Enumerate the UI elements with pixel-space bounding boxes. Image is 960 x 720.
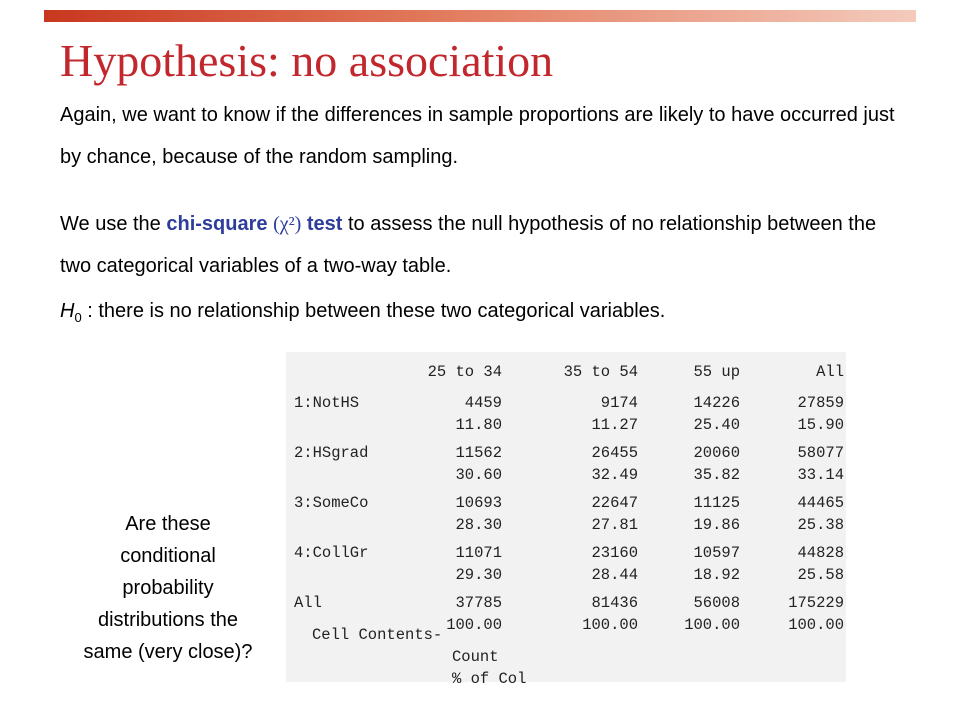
top-accent-bar xyxy=(44,10,916,22)
percent-cell: 33.14 xyxy=(797,466,844,484)
test-term: test xyxy=(306,213,343,235)
count-cell: 175229 xyxy=(788,594,844,612)
table-row-count xyxy=(294,492,844,514)
para2-post: to assess the null hypothesis of no relationship between the two categorical variables of a two-way table. xyxy=(60,213,877,277)
count-cell: 27859 xyxy=(797,394,844,412)
cell-contents-count: Count xyxy=(452,648,499,666)
row-label: 1:NotHS xyxy=(294,394,360,412)
intro-paragraph: Again, we want to know if the differences in sample proportions are likely to have occurred just by chance, because of the random sampling. xyxy=(60,104,895,168)
percent-cell: 28.30 xyxy=(455,516,502,534)
column-header: 25 to 34 xyxy=(427,363,502,381)
minitab-output xyxy=(286,352,846,688)
percent-cell: 15.90 xyxy=(797,416,844,434)
cell-contents-legend xyxy=(312,624,526,690)
table-header-row xyxy=(294,358,844,386)
table-row-percent xyxy=(294,414,844,436)
table-row-percent xyxy=(294,514,844,536)
percent-cell: 18.92 xyxy=(693,566,740,584)
row-label: 3:SomeCo xyxy=(294,494,369,512)
count-cell: 14226 xyxy=(693,394,740,412)
percent-cell: 11.80 xyxy=(455,416,502,434)
count-cell: 22647 xyxy=(591,494,638,512)
count-cell: 11562 xyxy=(455,444,502,462)
chi-square-symbol: (χ²) xyxy=(273,213,302,235)
count-cell: 10597 xyxy=(693,544,740,562)
count-cell: 9174 xyxy=(600,394,638,412)
count-cell: 11125 xyxy=(693,494,740,512)
chi-square-term: chi-square xyxy=(166,213,268,235)
null-hypothesis xyxy=(60,290,900,339)
count-cell: 37785 xyxy=(455,594,502,612)
table-row-count xyxy=(294,592,844,614)
two-way-table xyxy=(294,358,844,636)
count-cell: 20060 xyxy=(693,444,740,462)
column-header: 35 to 54 xyxy=(563,363,638,381)
percent-cell: 19.86 xyxy=(693,516,740,534)
percent-cell: 100.00 xyxy=(446,616,502,634)
percent-cell: 25.40 xyxy=(693,416,740,434)
para2-pre: We use the xyxy=(60,213,167,235)
cell-contents-title: Cell Contents- xyxy=(312,626,443,644)
table-row-count xyxy=(294,542,844,564)
count-cell: 58077 xyxy=(797,444,844,462)
percent-cell: 35.82 xyxy=(693,466,740,484)
hypothesis-text: : there is no relationship between these two categorical variables. xyxy=(81,300,666,322)
slide-title: Hypothesis: no association xyxy=(60,35,554,86)
count-cell: 44465 xyxy=(797,494,844,512)
corner-cell xyxy=(294,358,410,386)
percent-cell: 100.00 xyxy=(582,616,638,634)
percent-cell: 100.00 xyxy=(788,616,844,634)
count-cell: 23160 xyxy=(591,544,638,562)
side-question: Are these conditional probability distributions the same (very close)? xyxy=(83,513,253,663)
table-row-percent xyxy=(294,564,844,586)
count-cell: 11071 xyxy=(455,544,502,562)
column-header: 55 up xyxy=(693,363,740,381)
table-row-count xyxy=(294,442,844,464)
count-cell: 4459 xyxy=(464,394,502,412)
count-cell: 56008 xyxy=(693,594,740,612)
count-cell: 81436 xyxy=(591,594,638,612)
cell-contents-percent: % of Col xyxy=(452,670,527,688)
percent-cell: 27.81 xyxy=(591,516,638,534)
h0-symbol: $H_0$ xyxy=(60,300,82,325)
count-cell: 10693 xyxy=(455,494,502,512)
percent-cell: 28.44 xyxy=(591,566,638,584)
percent-cell: 25.58 xyxy=(797,566,844,584)
percent-cell: 29.30 xyxy=(455,566,502,584)
table-row-count xyxy=(294,392,844,414)
row-label: 2:HSgrad xyxy=(294,444,369,462)
count-cell: 26455 xyxy=(591,444,638,462)
row-label: All xyxy=(294,594,322,612)
percent-cell: 32.49 xyxy=(591,466,638,484)
chi-square-paragraph xyxy=(60,203,900,287)
percent-cell: 100.00 xyxy=(684,616,740,634)
count-cell: 44828 xyxy=(797,544,844,562)
table-row-percent xyxy=(294,464,844,486)
percent-cell: 11.27 xyxy=(591,416,638,434)
row-label: 4:CollGr xyxy=(294,544,369,562)
percent-cell: 25.38 xyxy=(797,516,844,534)
percent-cell: 30.60 xyxy=(455,466,502,484)
column-header: All xyxy=(816,363,844,381)
